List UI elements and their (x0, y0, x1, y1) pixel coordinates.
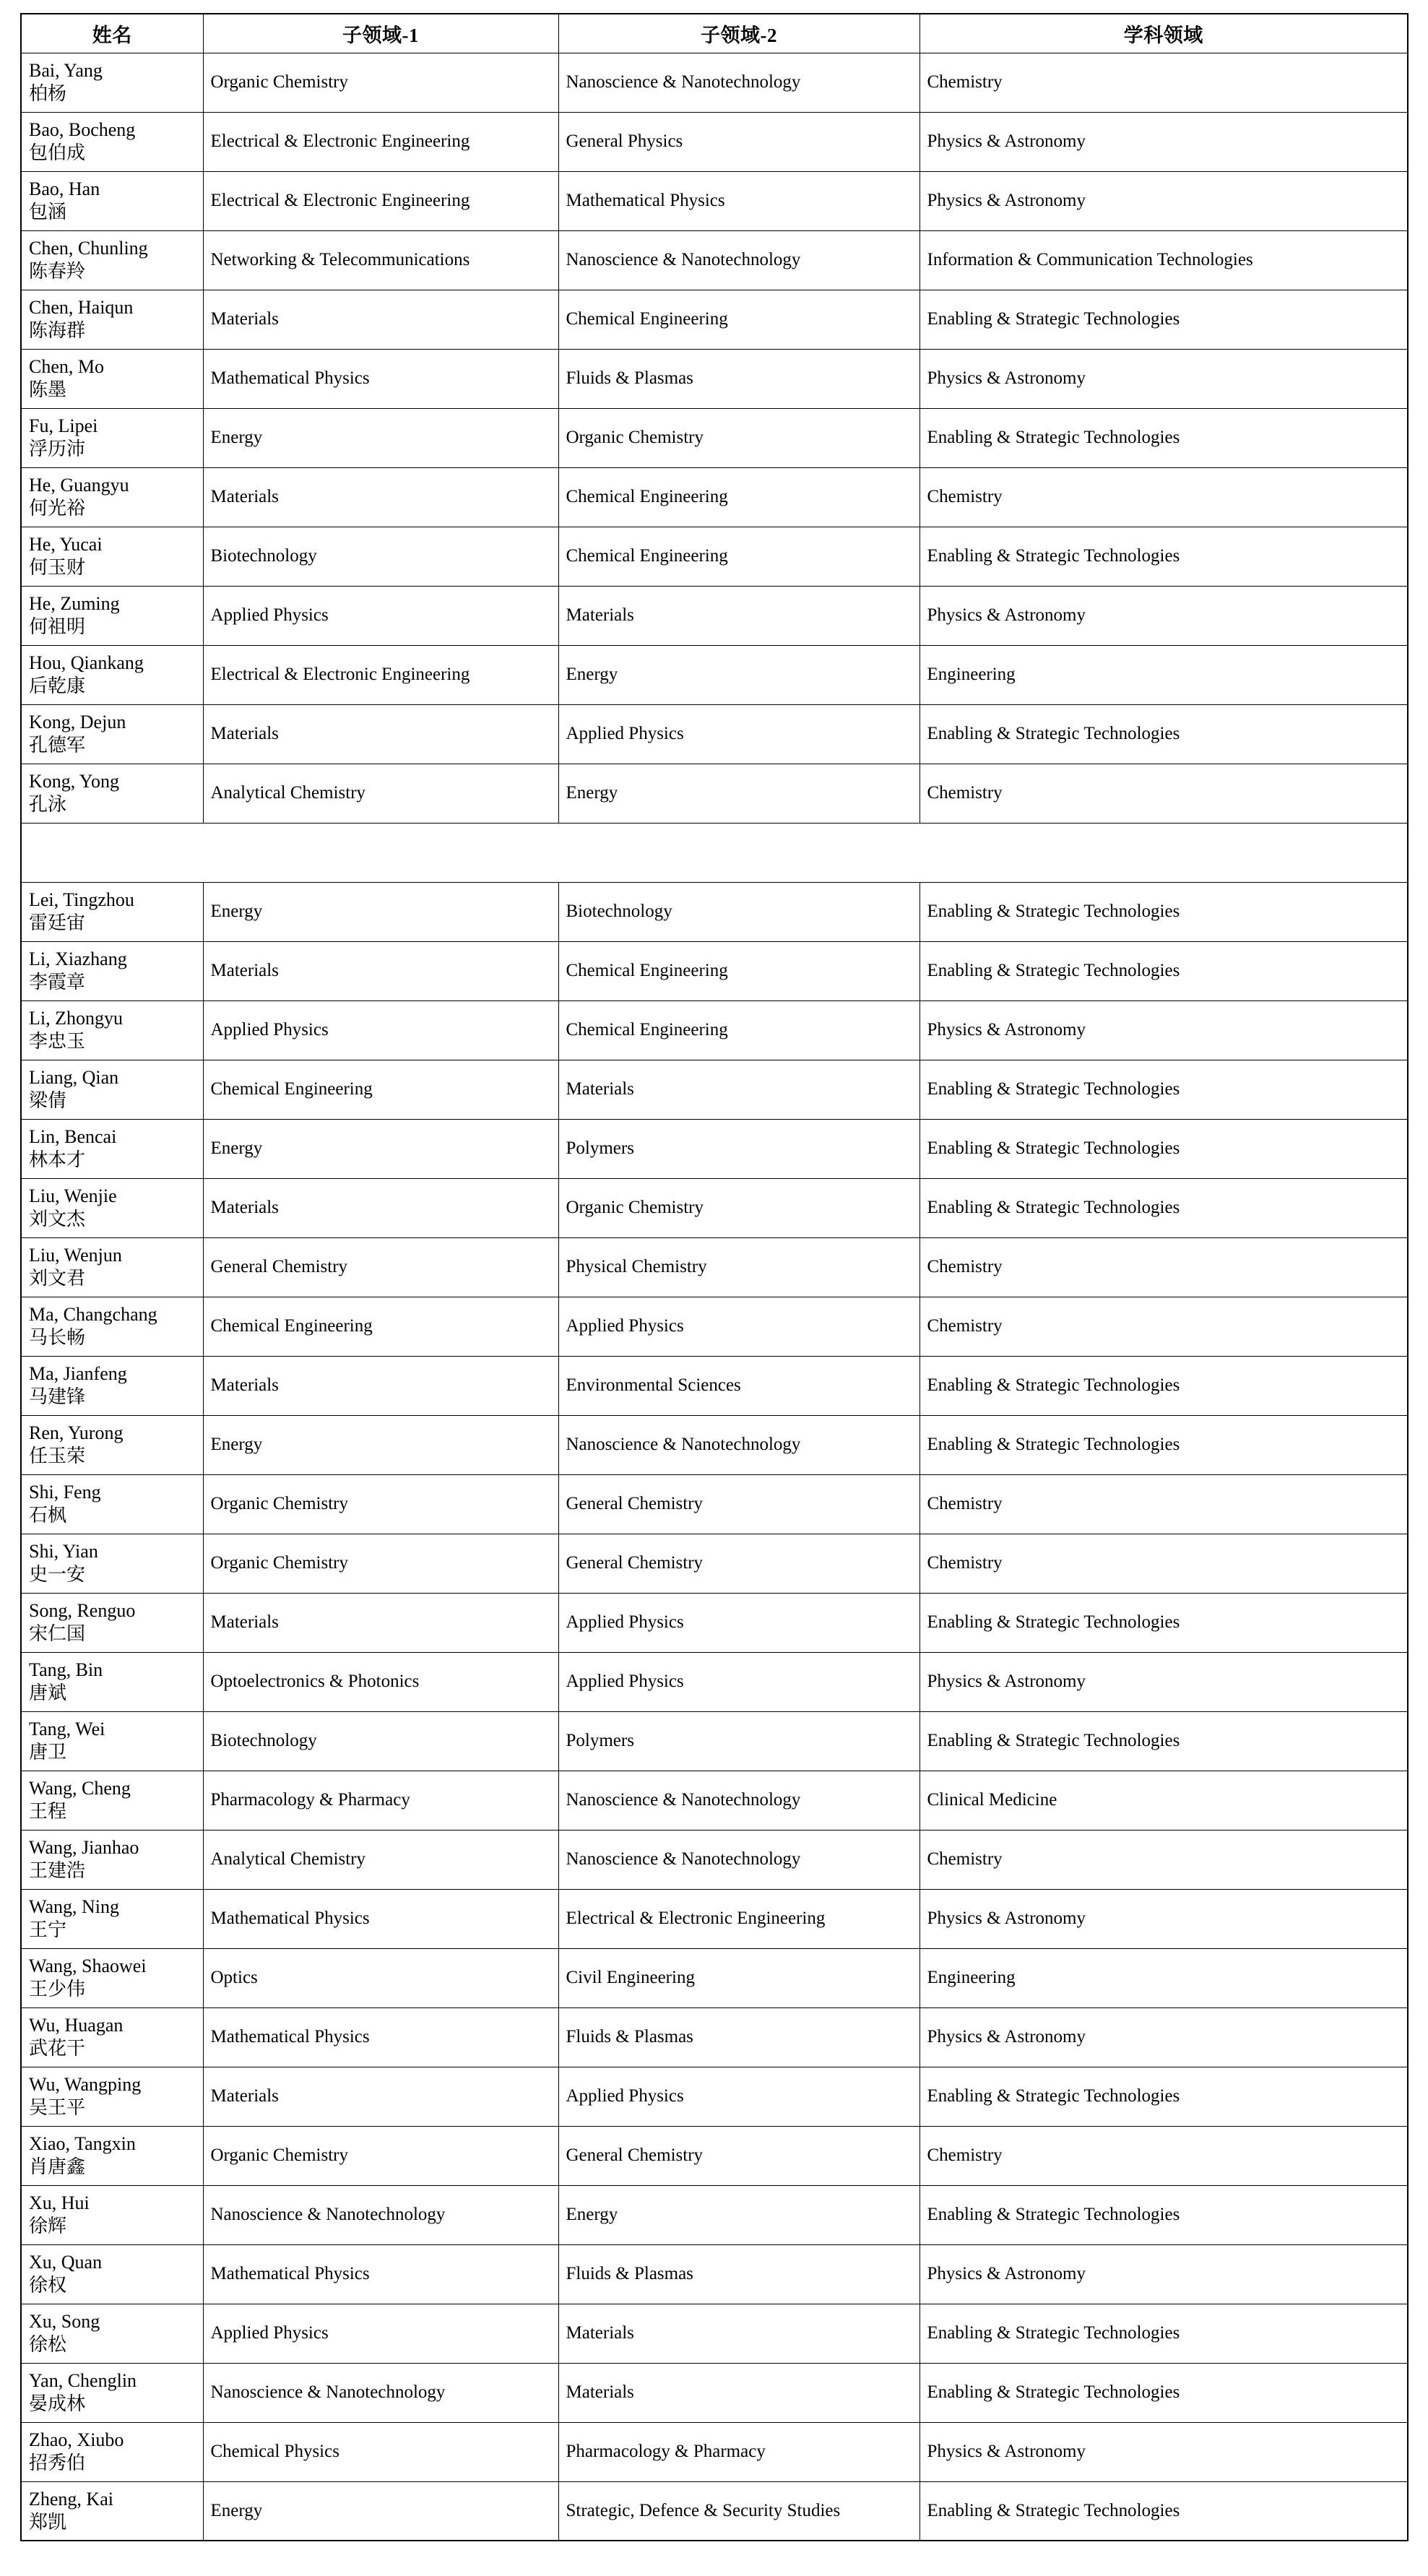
subfield-2-cell: Nanoscience & Nanotechnology (558, 1830, 919, 1889)
subfield-1-cell: Mathematical Physics (203, 349, 558, 408)
subfield-1-cell: Nanoscience & Nanotechnology (203, 2363, 558, 2422)
researcher-name-cell (21, 53, 203, 112)
researcher-name-latin: Liang, Qian (29, 1067, 119, 1089)
discipline-cell: Physics & Astronomy (919, 1889, 1408, 1948)
discipline-cell: Enabling & Strategic Technologies (919, 704, 1408, 764)
subfield-1-cell: Materials (203, 941, 558, 1000)
subfield-2-cell: Nanoscience & Nanotechnology (558, 1771, 919, 1830)
table-row (21, 53, 1408, 112)
discipline-cell: Chemistry (919, 1534, 1408, 1593)
researcher-name-cjk: 王程 (29, 1801, 67, 1822)
subfield-2-cell: General Physics (558, 112, 919, 171)
researcher-name-latin: Ren, Yurong (29, 1422, 124, 1444)
researcher-name-latin: Ma, Jianfeng (29, 1363, 127, 1385)
table-row (21, 2422, 1408, 2481)
subfield-2-cell: Applied Physics (558, 1652, 919, 1711)
table-row (21, 2304, 1408, 2363)
researcher-name-cell (21, 1297, 203, 1356)
researcher-name-cjk: 招秀伯 (29, 2452, 86, 2473)
subfield-1-cell: Energy (203, 1415, 558, 1474)
column-header-subfield-1: 子领域-1 (203, 14, 558, 53)
discipline-cell: Enabling & Strategic Technologies (919, 1119, 1408, 1178)
subfield-2-cell: Polymers (558, 1711, 919, 1771)
discipline-cell: Information & Communication Technologies (919, 230, 1408, 290)
table-body (21, 53, 1408, 2541)
subfield-1-cell: Materials (203, 1593, 558, 1652)
researcher-name-latin: Li, Zhongyu (29, 1008, 123, 1029)
subfield-1-cell: Electrical & Electronic Engineering (203, 171, 558, 230)
subfield-2-cell: Polymers (558, 1119, 919, 1178)
researcher-name-cell (21, 2007, 203, 2067)
subfield-2-cell: Nanoscience & Nanotechnology (558, 53, 919, 112)
researcher-name-cjk: 吴王平 (29, 2097, 86, 2118)
researcher-name-cell (21, 2126, 203, 2185)
researcher-name-latin: Li, Xiazhang (29, 948, 127, 970)
subfield-1-cell: Chemical Engineering (203, 1297, 558, 1356)
subfield-2-cell: Energy (558, 2185, 919, 2244)
researcher-name-latin: Zhao, Xiubo (29, 2429, 124, 2451)
researcher-name-cell (21, 467, 203, 527)
researcher-name-latin: Wang, Jianhao (29, 1837, 139, 1859)
table-row (21, 230, 1408, 290)
researcher-name-latin: Yan, Chenglin (29, 2370, 137, 2392)
subfield-1-cell: Electrical & Electronic Engineering (203, 112, 558, 171)
discipline-cell: Physics & Astronomy (919, 349, 1408, 408)
table-row (21, 1178, 1408, 1237)
table-row (21, 1237, 1408, 1297)
discipline-cell: Enabling & Strategic Technologies (919, 1178, 1408, 1237)
researcher-name-latin: Tang, Bin (29, 1659, 103, 1681)
subfield-1-cell: Energy (203, 1119, 558, 1178)
subfield-2-cell: Materials (558, 586, 919, 645)
table-row (21, 1119, 1408, 1178)
researcher-name-cjk: 徐松 (29, 2334, 67, 2355)
discipline-cell: Enabling & Strategic Technologies (919, 408, 1408, 467)
subfield-1-cell: Materials (203, 467, 558, 527)
discipline-cell: Physics & Astronomy (919, 2007, 1408, 2067)
table-row (21, 2363, 1408, 2422)
subfield-2-cell: Physical Chemistry (558, 1237, 919, 1297)
subfield-1-cell: Networking & Telecommunications (203, 230, 558, 290)
table-row (21, 1297, 1408, 1356)
discipline-cell: Enabling & Strategic Technologies (919, 2481, 1408, 2541)
column-header-discipline: 学科领域 (919, 14, 1408, 53)
researcher-name-cjk: 郑凯 (29, 2511, 67, 2533)
subfield-1-cell: Materials (203, 2067, 558, 2126)
researcher-name-cjk: 雷廷宙 (29, 912, 86, 933)
researcher-name-cell (21, 2481, 203, 2541)
subfield-1-cell: Organic Chemistry (203, 1534, 558, 1593)
researcher-name-cjk: 王宁 (29, 1919, 67, 1940)
researcher-name-cjk: 柏杨 (29, 83, 67, 104)
table-row (21, 467, 1408, 527)
researcher-name-cjk: 唐斌 (29, 1682, 67, 1703)
discipline-cell: Physics & Astronomy (919, 171, 1408, 230)
researcher-name-cell (21, 1474, 203, 1534)
discipline-cell: Enabling & Strategic Technologies (919, 2304, 1408, 2363)
discipline-cell: Chemistry (919, 1237, 1408, 1297)
discipline-cell: Chemistry (919, 1830, 1408, 1889)
subfield-2-cell: Fluids & Plasmas (558, 2007, 919, 2067)
researcher-name-cjk: 肖唐鑫 (29, 2156, 86, 2177)
researcher-name-cjk: 徐辉 (29, 2216, 67, 2236)
researcher-name-cell (21, 586, 203, 645)
researcher-name-cjk: 马建锋 (29, 1386, 86, 1407)
subfield-2-cell: General Chemistry (558, 2126, 919, 2185)
researcher-name-latin: Wu, Huagan (29, 2015, 124, 2036)
researcher-name-latin: Lin, Bencai (29, 1126, 117, 1148)
researcher-name-latin: Hou, Qiankang (29, 652, 144, 674)
discipline-cell: Chemistry (919, 1474, 1408, 1534)
table-row (21, 1415, 1408, 1474)
researcher-name-cell (21, 2363, 203, 2422)
researcher-name-cjk: 梁倩 (29, 1090, 67, 1111)
subfield-2-cell: Applied Physics (558, 1593, 919, 1652)
subfield-2-cell: Energy (558, 764, 919, 823)
researcher-name-cjk: 何祖明 (29, 616, 86, 637)
table-row (21, 2126, 1408, 2185)
discipline-cell: Chemistry (919, 53, 1408, 112)
researcher-name-latin: Chen, Mo (29, 356, 104, 378)
researcher-name-cjk: 晏成林 (29, 2393, 86, 2414)
subfield-2-cell: Applied Physics (558, 1297, 919, 1356)
researcher-name-latin: He, Guangyu (29, 475, 129, 496)
discipline-cell: Physics & Astronomy (919, 2422, 1408, 2481)
discipline-cell: Physics & Astronomy (919, 1000, 1408, 1060)
table-row (21, 2007, 1408, 2067)
researcher-name-cell (21, 2067, 203, 2126)
researcher-name-latin: Wang, Cheng (29, 1778, 131, 1799)
researcher-name-cjk: 何玉财 (29, 557, 86, 578)
subfield-1-cell: Analytical Chemistry (203, 764, 558, 823)
researcher-name-latin: He, Yucai (29, 534, 103, 556)
researcher-name-cjk: 史一安 (29, 1564, 86, 1585)
researcher-name-cell (21, 2244, 203, 2304)
researcher-name-latin: Liu, Wenjun (29, 1245, 122, 1266)
column-header-subfield-2: 子领域-2 (558, 14, 919, 53)
researcher-name-latin: He, Zuming (29, 593, 120, 615)
researcher-name-latin: Tang, Wei (29, 1719, 105, 1740)
subfield-2-cell: Materials (558, 1060, 919, 1119)
researcher-name-latin: Shi, Feng (29, 1482, 101, 1503)
subfield-1-cell: Chemical Engineering (203, 1060, 558, 1119)
discipline-cell: Chemistry (919, 764, 1408, 823)
researcher-name-latin: Song, Renguo (29, 1600, 136, 1622)
discipline-cell: Chemistry (919, 1297, 1408, 1356)
subfield-1-cell: Applied Physics (203, 1000, 558, 1060)
researcher-name-latin: Fu, Lipei (29, 415, 98, 437)
researcher-name-cell (21, 1889, 203, 1948)
subfield-2-cell: Chemical Engineering (558, 290, 919, 349)
discipline-cell: Physics & Astronomy (919, 586, 1408, 645)
subfield-1-cell: Biotechnology (203, 527, 558, 586)
discipline-cell: Enabling & Strategic Technologies (919, 1415, 1408, 1474)
researcher-name-cell (21, 1534, 203, 1593)
subfield-1-cell: Biotechnology (203, 1711, 558, 1771)
researcher-name-cell (21, 2185, 203, 2244)
table-row (21, 2244, 1408, 2304)
table-row (21, 408, 1408, 467)
subfield-2-cell: Materials (558, 2363, 919, 2422)
researcher-name-latin: Wang, Shaowei (29, 1955, 147, 1977)
subfield-2-cell: Energy (558, 645, 919, 704)
subfield-2-cell: Applied Physics (558, 704, 919, 764)
subfield-2-cell: General Chemistry (558, 1534, 919, 1593)
researcher-name-latin: Ma, Changchang (29, 1304, 157, 1326)
subfield-2-cell: Chemical Engineering (558, 1000, 919, 1060)
researcher-name-cell (21, 527, 203, 586)
table-row (21, 2067, 1408, 2126)
researcher-table (20, 13, 1408, 2541)
researcher-name-latin: Lei, Tingzhou (29, 889, 134, 911)
researcher-name-cjk: 陈墨 (29, 379, 67, 400)
subfield-1-cell: Materials (203, 704, 558, 764)
researcher-name-cell (21, 941, 203, 1000)
subfield-2-cell: Environmental Sciences (558, 1356, 919, 1415)
subfield-2-cell: Organic Chemistry (558, 1178, 919, 1237)
subfield-1-cell: Materials (203, 1178, 558, 1237)
researcher-name-cell (21, 1178, 203, 1237)
subfield-1-cell: Energy (203, 882, 558, 941)
researcher-name-cell (21, 1948, 203, 2007)
discipline-cell: Enabling & Strategic Technologies (919, 527, 1408, 586)
table-header (21, 14, 1408, 53)
researcher-name-cell (21, 1237, 203, 1297)
table-row (21, 290, 1408, 349)
subfield-2-cell: Mathematical Physics (558, 171, 919, 230)
discipline-cell: Enabling & Strategic Technologies (919, 1593, 1408, 1652)
researcher-name-cell (21, 1119, 203, 1178)
researcher-name-cell (21, 171, 203, 230)
subfield-2-cell: Organic Chemistry (558, 408, 919, 467)
subfield-2-cell: Fluids & Plasmas (558, 349, 919, 408)
researcher-name-cell (21, 1593, 203, 1652)
researcher-name-latin: Zheng, Kai (29, 2489, 113, 2510)
table-row (21, 1771, 1408, 1830)
table-row (21, 1652, 1408, 1711)
researcher-name-latin: Bao, Han (29, 178, 100, 200)
subfield-1-cell: Electrical & Electronic Engineering (203, 645, 558, 704)
researcher-name-cell (21, 1711, 203, 1771)
researcher-name-cjk: 刘文君 (29, 1268, 86, 1289)
section-separator (21, 823, 1408, 882)
researcher-name-cjk: 徐权 (29, 2275, 67, 2296)
subfield-1-cell: Mathematical Physics (203, 2244, 558, 2304)
researcher-name-cjk: 石枫 (29, 1505, 67, 1526)
researcher-name-cjk: 唐卫 (29, 1742, 67, 1763)
table-row (21, 586, 1408, 645)
table-row (21, 882, 1408, 941)
researcher-name-cjk: 李忠玉 (29, 1031, 86, 1052)
subfield-2-cell: Applied Physics (558, 2067, 919, 2126)
researcher-name-cell (21, 2304, 203, 2363)
researcher-name-latin: Chen, Chunling (29, 238, 148, 259)
subfield-1-cell: Energy (203, 2481, 558, 2541)
table-row (21, 1474, 1408, 1534)
researcher-name-cell (21, 645, 203, 704)
discipline-cell: Enabling & Strategic Technologies (919, 941, 1408, 1000)
subfield-2-cell: Strategic, Defence & Security Studies (558, 2481, 919, 2541)
subfield-2-cell: Pharmacology & Pharmacy (558, 2422, 919, 2481)
discipline-cell: Enabling & Strategic Technologies (919, 1711, 1408, 1771)
subfield-2-cell: Nanoscience & Nanotechnology (558, 1415, 919, 1474)
subfield-1-cell: Organic Chemistry (203, 2126, 558, 2185)
researcher-name-latin: Wu, Wangping (29, 2074, 142, 2096)
table-row (21, 171, 1408, 230)
researcher-name-cjk: 包伯成 (29, 142, 86, 163)
subfield-2-cell: Chemical Engineering (558, 941, 919, 1000)
header-row (21, 14, 1408, 53)
subfield-1-cell: Pharmacology & Pharmacy (203, 1771, 558, 1830)
subfield-1-cell: Materials (203, 290, 558, 349)
researcher-name-cjk: 浮历沛 (29, 438, 86, 459)
researcher-name-cjk: 马长畅 (29, 1327, 86, 1348)
discipline-cell: Enabling & Strategic Technologies (919, 1060, 1408, 1119)
researcher-name-cell (21, 230, 203, 290)
researcher-name-cell (21, 1830, 203, 1889)
researcher-name-cjk: 后乾康 (29, 675, 86, 696)
subfield-1-cell: Mathematical Physics (203, 2007, 558, 2067)
section-separator-cell (21, 823, 1408, 882)
researcher-name-cjk: 武花干 (29, 2038, 86, 2059)
table-row (21, 1593, 1408, 1652)
researcher-name-cell (21, 704, 203, 764)
researcher-name-cjk: 王少伟 (29, 1979, 86, 2000)
subfield-2-cell: Chemical Engineering (558, 527, 919, 586)
researcher-name-latin: Liu, Wenjie (29, 1185, 117, 1207)
researcher-name-cell (21, 290, 203, 349)
subfield-1-cell: Applied Physics (203, 586, 558, 645)
subfield-2-cell: Biotechnology (558, 882, 919, 941)
subfield-1-cell: Optoelectronics & Photonics (203, 1652, 558, 1711)
subfield-1-cell: Nanoscience & Nanotechnology (203, 2185, 558, 2244)
table-row (21, 764, 1408, 823)
table-row (21, 1356, 1408, 1415)
table-row (21, 527, 1408, 586)
researcher-name-cjk: 刘文杰 (29, 1209, 86, 1229)
subfield-1-cell: Organic Chemistry (203, 53, 558, 112)
table-row (21, 1830, 1408, 1889)
table-row (21, 941, 1408, 1000)
discipline-cell: Enabling & Strategic Technologies (919, 882, 1408, 941)
subfield-2-cell: Nanoscience & Nanotechnology (558, 230, 919, 290)
researcher-name-latin: Bao, Bocheng (29, 119, 136, 141)
table-row (21, 2481, 1408, 2541)
researcher-name-cell (21, 1771, 203, 1830)
researcher-name-latin: Xu, Hui (29, 2192, 90, 2214)
researcher-name-cell (21, 1652, 203, 1711)
researcher-name-cell (21, 112, 203, 171)
researcher-name-latin: Xu, Song (29, 2311, 100, 2333)
subfield-1-cell: Applied Physics (203, 2304, 558, 2363)
researcher-name-cell (21, 408, 203, 467)
table-row (21, 1534, 1408, 1593)
table-row (21, 1948, 1408, 2007)
researcher-name-cjk: 李霞章 (29, 972, 86, 993)
table-row (21, 112, 1408, 171)
researcher-name-cjk: 王建浩 (29, 1860, 86, 1881)
discipline-cell: Physics & Astronomy (919, 112, 1408, 171)
subfield-1-cell: Materials (203, 1356, 558, 1415)
researcher-name-cjk: 孔泳 (29, 794, 67, 815)
researcher-name-cell (21, 1356, 203, 1415)
researcher-name-cjk: 陈海群 (29, 320, 86, 341)
subfield-2-cell: General Chemistry (558, 1474, 919, 1534)
researcher-name-latin: Xu, Quan (29, 2252, 103, 2273)
discipline-cell: Enabling & Strategic Technologies (919, 2067, 1408, 2126)
discipline-cell: Clinical Medicine (919, 1771, 1408, 1830)
discipline-cell: Chemistry (919, 2126, 1408, 2185)
discipline-cell: Engineering (919, 645, 1408, 704)
subfield-1-cell: Energy (203, 408, 558, 467)
discipline-cell: Enabling & Strategic Technologies (919, 2185, 1408, 2244)
discipline-cell: Enabling & Strategic Technologies (919, 2363, 1408, 2422)
subfield-1-cell: Organic Chemistry (203, 1474, 558, 1534)
researcher-name-cjk: 陈春羚 (29, 261, 86, 282)
subfield-2-cell: Chemical Engineering (558, 467, 919, 527)
researcher-name-cell (21, 1415, 203, 1474)
researcher-name-cell (21, 1000, 203, 1060)
column-header-name: 姓名 (21, 14, 203, 53)
table-row (21, 2185, 1408, 2244)
researcher-name-cell (21, 349, 203, 408)
discipline-cell: Chemistry (919, 467, 1408, 527)
researcher-name-cjk: 宋仁国 (29, 1623, 86, 1644)
researcher-name-cell (21, 764, 203, 823)
researcher-name-cell (21, 882, 203, 941)
researcher-name-latin: Kong, Yong (29, 771, 119, 792)
subfield-1-cell: Analytical Chemistry (203, 1830, 558, 1889)
researcher-name-cjk: 包涵 (29, 202, 67, 222)
discipline-cell: Enabling & Strategic Technologies (919, 290, 1408, 349)
discipline-cell: Enabling & Strategic Technologies (919, 1356, 1408, 1415)
table-row (21, 1711, 1408, 1771)
subfield-2-cell: Civil Engineering (558, 1948, 919, 2007)
researcher-name-cjk: 孔德军 (29, 735, 86, 756)
researcher-name-cell (21, 1060, 203, 1119)
researcher-name-cjk: 任玉荣 (29, 1445, 86, 1466)
researcher-name-latin: Wang, Ning (29, 1896, 119, 1918)
table-row (21, 1000, 1408, 1060)
subfield-1-cell: Mathematical Physics (203, 1889, 558, 1948)
table-row (21, 645, 1408, 704)
discipline-cell: Physics & Astronomy (919, 2244, 1408, 2304)
subfield-2-cell: Fluids & Plasmas (558, 2244, 919, 2304)
table-row (21, 704, 1408, 764)
researcher-name-latin: Shi, Yian (29, 1541, 98, 1563)
researcher-name-latin: Kong, Dejun (29, 712, 126, 733)
subfield-1-cell: Optics (203, 1948, 558, 2007)
discipline-cell: Physics & Astronomy (919, 1652, 1408, 1711)
subfield-2-cell: Electrical & Electronic Engineering (558, 1889, 919, 1948)
subfield-1-cell: Chemical Physics (203, 2422, 558, 2481)
researcher-name-latin: Bai, Yang (29, 60, 103, 82)
table-row (21, 1060, 1408, 1119)
table-row (21, 349, 1408, 408)
table-row (21, 1889, 1408, 1948)
subfield-1-cell: General Chemistry (203, 1237, 558, 1297)
researcher-name-cjk: 林本才 (29, 1149, 86, 1170)
researcher-name-cell (21, 2422, 203, 2481)
subfield-2-cell: Materials (558, 2304, 919, 2363)
discipline-cell: Engineering (919, 1948, 1408, 2007)
researcher-name-latin: Chen, Haiqun (29, 297, 134, 319)
researcher-name-cjk: 何光裕 (29, 498, 86, 519)
researcher-name-latin: Xiao, Tangxin (29, 2133, 136, 2155)
